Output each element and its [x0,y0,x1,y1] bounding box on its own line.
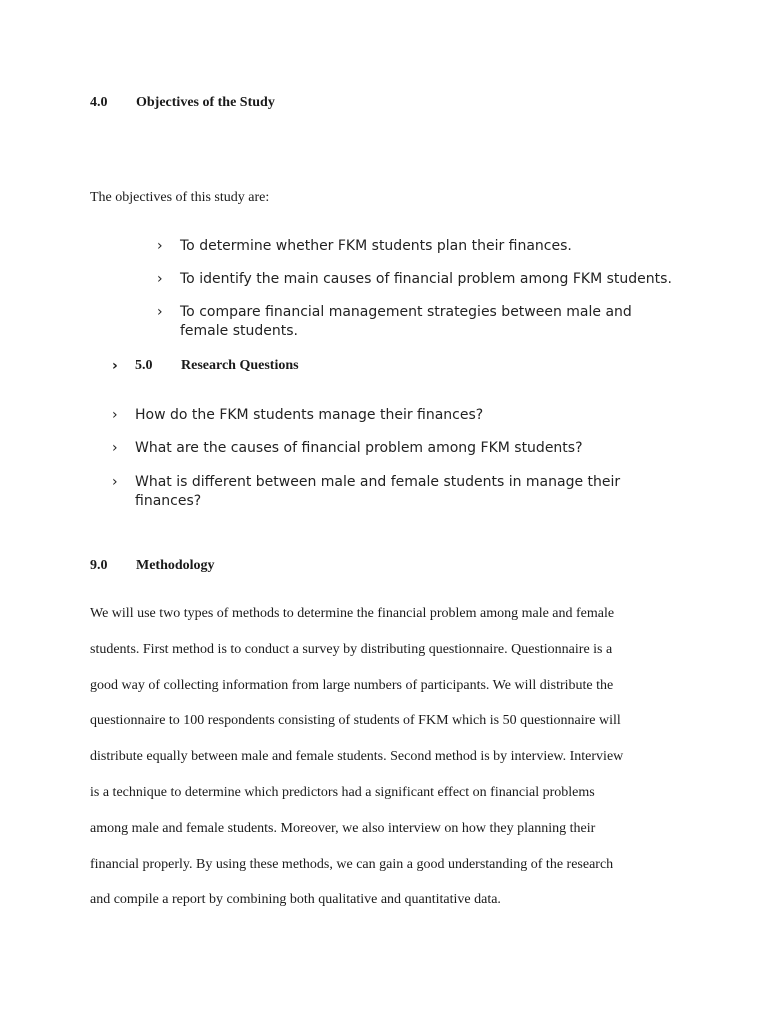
objectives-heading-number: 4.0 [90,95,108,110]
methodology-heading [90,557,390,575]
objectives-heading-title: Objectives of the Study [136,95,275,110]
methodology-heading-number: 9.0 [90,558,108,573]
research-questions-number: 5.0 [135,358,153,373]
objective-text: To determine whether FKM students plan their finances. [180,238,572,254]
paragraph-line: is a technique to determine which predictors had a significant effect on financial problems [90,784,595,800]
objectives-heading [90,94,390,112]
paragraph-line: distribute equally between male and female students. Second method is by interview. Interview [90,749,624,765]
paragraph-line: We will use two types of methods to determine the financial problem among male and female [90,606,615,621]
methodology-paragraph [90,596,680,918]
bullet-arrow-icon: › [112,407,118,423]
objectives-intro: The objectives of this study are: [90,190,270,205]
bullet-arrow-icon: › [157,238,163,254]
methodology-heading-title: Methodology [136,558,215,573]
objective-text: To compare financial management strategies between male and female students. [180,304,632,339]
paragraph-line: students. First method is to conduct a survey by distributing questionnaire. Questionnaire is a [90,641,613,657]
objective-text: To identify the main causes of financial problem among FKM students. [180,271,672,287]
research-questions-title: Research Questions [181,358,299,373]
bullet-arrow-icon: › [157,271,163,287]
question-text: What is different between male and female students in manage their finances? [135,474,621,509]
paragraph-line: financial properly. By using these methods, we can gain a good understanding of the research [90,856,614,872]
paragraph-line: questionnaire to 100 respondents consisting of students of FKM which is 50 questionnaire will [90,713,621,729]
heading-arrow-icon: › [112,358,118,374]
bullet-arrow-icon: › [157,304,163,320]
bullet-arrow-icon: › [112,474,118,490]
question-text: How do the FKM students manage their finances? [135,407,484,423]
research-questions-heading [112,357,412,375]
paragraph-line: and compile a report by combining both qualitative and quantitative data. [90,892,501,908]
bullet-arrow-icon: › [112,440,118,456]
paragraph-line: good way of collecting information from large numbers of participants. We will distribute the [90,677,614,693]
paragraph-line: among male and female students. Moreover, we also interview on how they planning their [90,820,596,836]
question-text: What are the causes of financial problem among FKM students? [135,440,583,456]
